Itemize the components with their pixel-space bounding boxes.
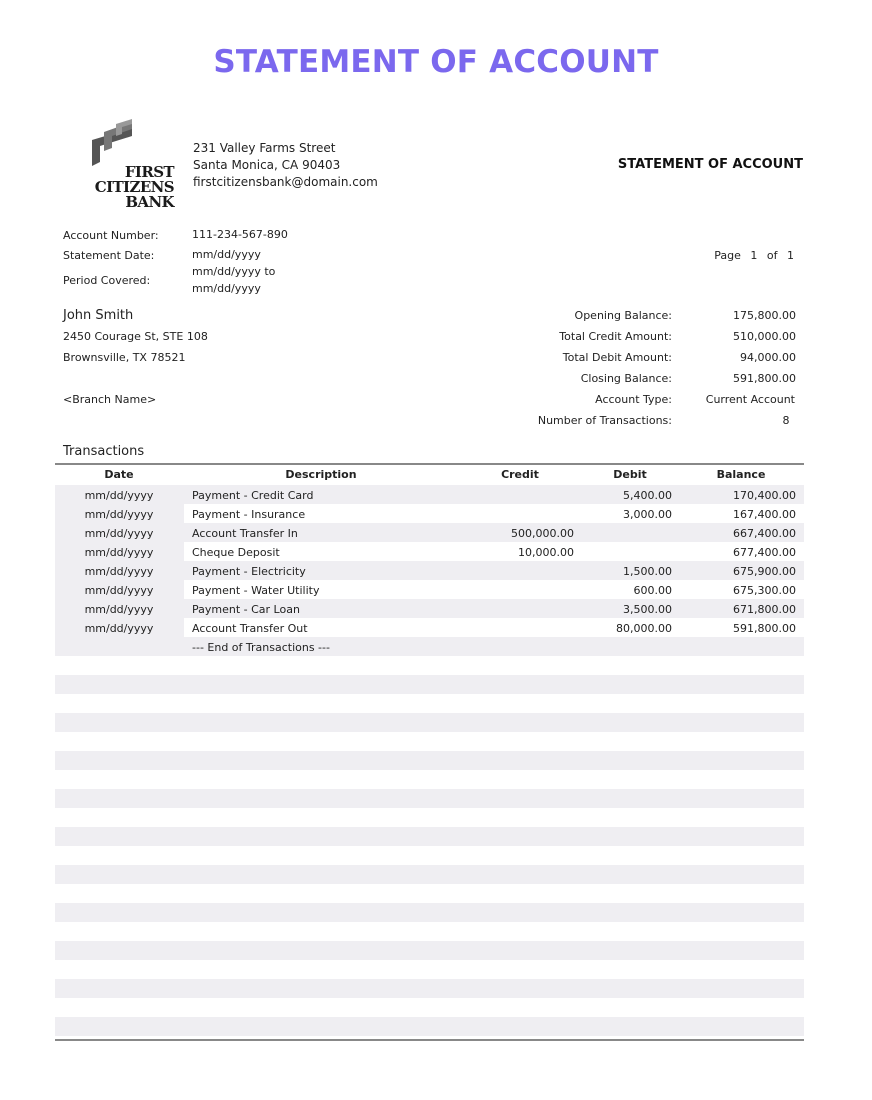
- row-date: mm/dd/yyyy: [84, 527, 154, 540]
- page-current: 1: [750, 249, 758, 262]
- empty-row: [55, 827, 804, 846]
- total-debit-value: 94,000.00: [740, 351, 796, 364]
- period-covered-end: mm/dd/yyyy: [192, 282, 261, 295]
- row-debit: 1,500.00: [623, 565, 672, 578]
- empty-row: [55, 884, 804, 903]
- customer-address-line2: Brownsville, TX 78521: [63, 351, 186, 364]
- row-date: mm/dd/yyyy: [84, 565, 154, 578]
- empty-row: [55, 808, 804, 827]
- table-bottom-rule: [55, 1039, 804, 1041]
- empty-row: [55, 979, 804, 998]
- closing-balance-value: 591,800.00: [733, 372, 796, 385]
- customer-address-line1: 2450 Courage St, STE 108: [63, 330, 208, 343]
- table-row: [55, 580, 804, 599]
- empty-row: [55, 1017, 804, 1036]
- row-debit: 80,000.00: [616, 622, 672, 635]
- end-of-transactions-row: [55, 637, 804, 656]
- row-date: mm/dd/yyyy: [84, 622, 154, 635]
- row-balance: 671,800.00: [733, 603, 796, 616]
- row-debit: 5,400.00: [623, 489, 672, 502]
- table-row: [55, 561, 804, 580]
- row-description: Account Transfer In: [192, 527, 298, 540]
- statement-date-value: mm/dd/yyyy: [192, 248, 261, 261]
- account-type-label: Account Type:: [595, 393, 672, 406]
- page-total: 1: [787, 249, 794, 262]
- logo-word-bank: BANK: [125, 193, 174, 211]
- bank-city: Santa Monica, CA 90403: [193, 158, 341, 172]
- row-debit: 3,500.00: [623, 603, 672, 616]
- row-debit: 3,000.00: [623, 508, 672, 521]
- row-description: Payment - Insurance: [192, 508, 306, 521]
- row-balance: 667,400.00: [733, 527, 796, 540]
- bank-email: firstcitizensbank@domain.com: [193, 175, 378, 189]
- table-row: [55, 599, 804, 618]
- empty-row: [55, 732, 804, 751]
- row-balance: 675,900.00: [733, 565, 796, 578]
- transactions-title: Transactions: [63, 444, 145, 459]
- row-balance: 170,400.00: [733, 489, 796, 502]
- branch-name: <Branch Name>: [63, 393, 157, 406]
- total-debit-label: Total Debit Amount:: [562, 351, 672, 364]
- banner-title: STATEMENT OF ACCOUNT: [213, 44, 659, 80]
- stacked-f-icon: [88, 118, 134, 168]
- row-description: Payment - Electricity: [192, 565, 306, 578]
- account-type-value: Current Account: [705, 393, 795, 406]
- closing-balance-label: Closing Balance:: [580, 372, 672, 385]
- page-indicator: [714, 249, 794, 262]
- table-row: [55, 504, 804, 523]
- row-date: mm/dd/yyyy: [84, 584, 154, 597]
- header-credit: Credit: [501, 468, 539, 481]
- row-description: Payment - Car Loan: [192, 603, 300, 616]
- empty-row: [55, 922, 804, 941]
- bank-address: [193, 140, 378, 191]
- empty-row: [55, 846, 804, 865]
- account-number-value: 111-234-567-890: [192, 228, 288, 241]
- header-balance: Balance: [716, 468, 766, 481]
- opening-balance-value: 175,800.00: [733, 309, 796, 322]
- row-balance: 677,400.00: [733, 546, 796, 559]
- row-description: Cheque Deposit: [192, 546, 280, 559]
- account-number-label: Account Number:: [63, 229, 159, 242]
- page-of-label: of: [766, 249, 778, 262]
- empty-row: [55, 941, 804, 960]
- logo-word-citizens: CITIZENS: [94, 178, 174, 196]
- transactions-table: [55, 463, 804, 1036]
- empty-row: [55, 656, 804, 675]
- period-covered-start: mm/dd/yyyy to: [192, 265, 276, 278]
- empty-row: [55, 960, 804, 979]
- statement-heading: STATEMENT OF ACCOUNT: [617, 157, 803, 172]
- row-credit: 500,000.00: [511, 527, 574, 540]
- row-date: mm/dd/yyyy: [84, 508, 154, 521]
- table-row: [55, 542, 804, 561]
- table-row: [55, 618, 804, 637]
- table-header: [55, 463, 804, 485]
- header-date: Date: [104, 468, 134, 481]
- table-row: [55, 523, 804, 542]
- row-balance: 167,400.00: [733, 508, 796, 521]
- row-date: mm/dd/yyyy: [84, 546, 154, 559]
- transaction-count-value: 8: [782, 414, 790, 427]
- empty-row: [55, 694, 804, 713]
- logo-word-first: FIRST: [124, 163, 174, 181]
- empty-row: [55, 770, 804, 789]
- row-date: mm/dd/yyyy: [84, 489, 154, 502]
- transaction-count-label: Number of Transactions:: [537, 414, 672, 427]
- row-balance: 591,800.00: [733, 622, 796, 635]
- empty-row: [55, 675, 804, 694]
- row-date: mm/dd/yyyy: [84, 603, 154, 616]
- end-of-transactions: --- End of Transactions ---: [192, 641, 330, 654]
- row-balance: 675,300.00: [733, 584, 796, 597]
- header-debit: Debit: [613, 468, 647, 481]
- empty-row: [55, 865, 804, 884]
- row-description: Payment - Credit Card: [192, 489, 314, 502]
- bank-logo: [66, 118, 176, 214]
- empty-row: [55, 751, 804, 770]
- empty-row: [55, 789, 804, 808]
- empty-row: [55, 713, 804, 732]
- table-row: [55, 485, 804, 504]
- customer-name: John Smith: [63, 308, 134, 323]
- row-description: Payment - Water Utility: [192, 584, 320, 597]
- header-description: Description: [285, 468, 357, 481]
- empty-row: [55, 903, 804, 922]
- period-covered-label: Period Covered:: [63, 274, 151, 287]
- empty-row: [55, 998, 804, 1017]
- total-credit-label: Total Credit Amount:: [559, 330, 672, 343]
- total-credit-value: 510,000.00: [733, 330, 796, 343]
- row-description: Account Transfer Out: [192, 622, 308, 635]
- bank-street: 231 Valley Farms Street: [193, 141, 336, 155]
- row-debit: 600.00: [633, 584, 672, 597]
- page-label: Page: [714, 249, 741, 262]
- statement-date-label: Statement Date:: [63, 249, 155, 262]
- opening-balance-label: Opening Balance:: [574, 309, 672, 322]
- row-credit: 10,000.00: [518, 546, 574, 559]
